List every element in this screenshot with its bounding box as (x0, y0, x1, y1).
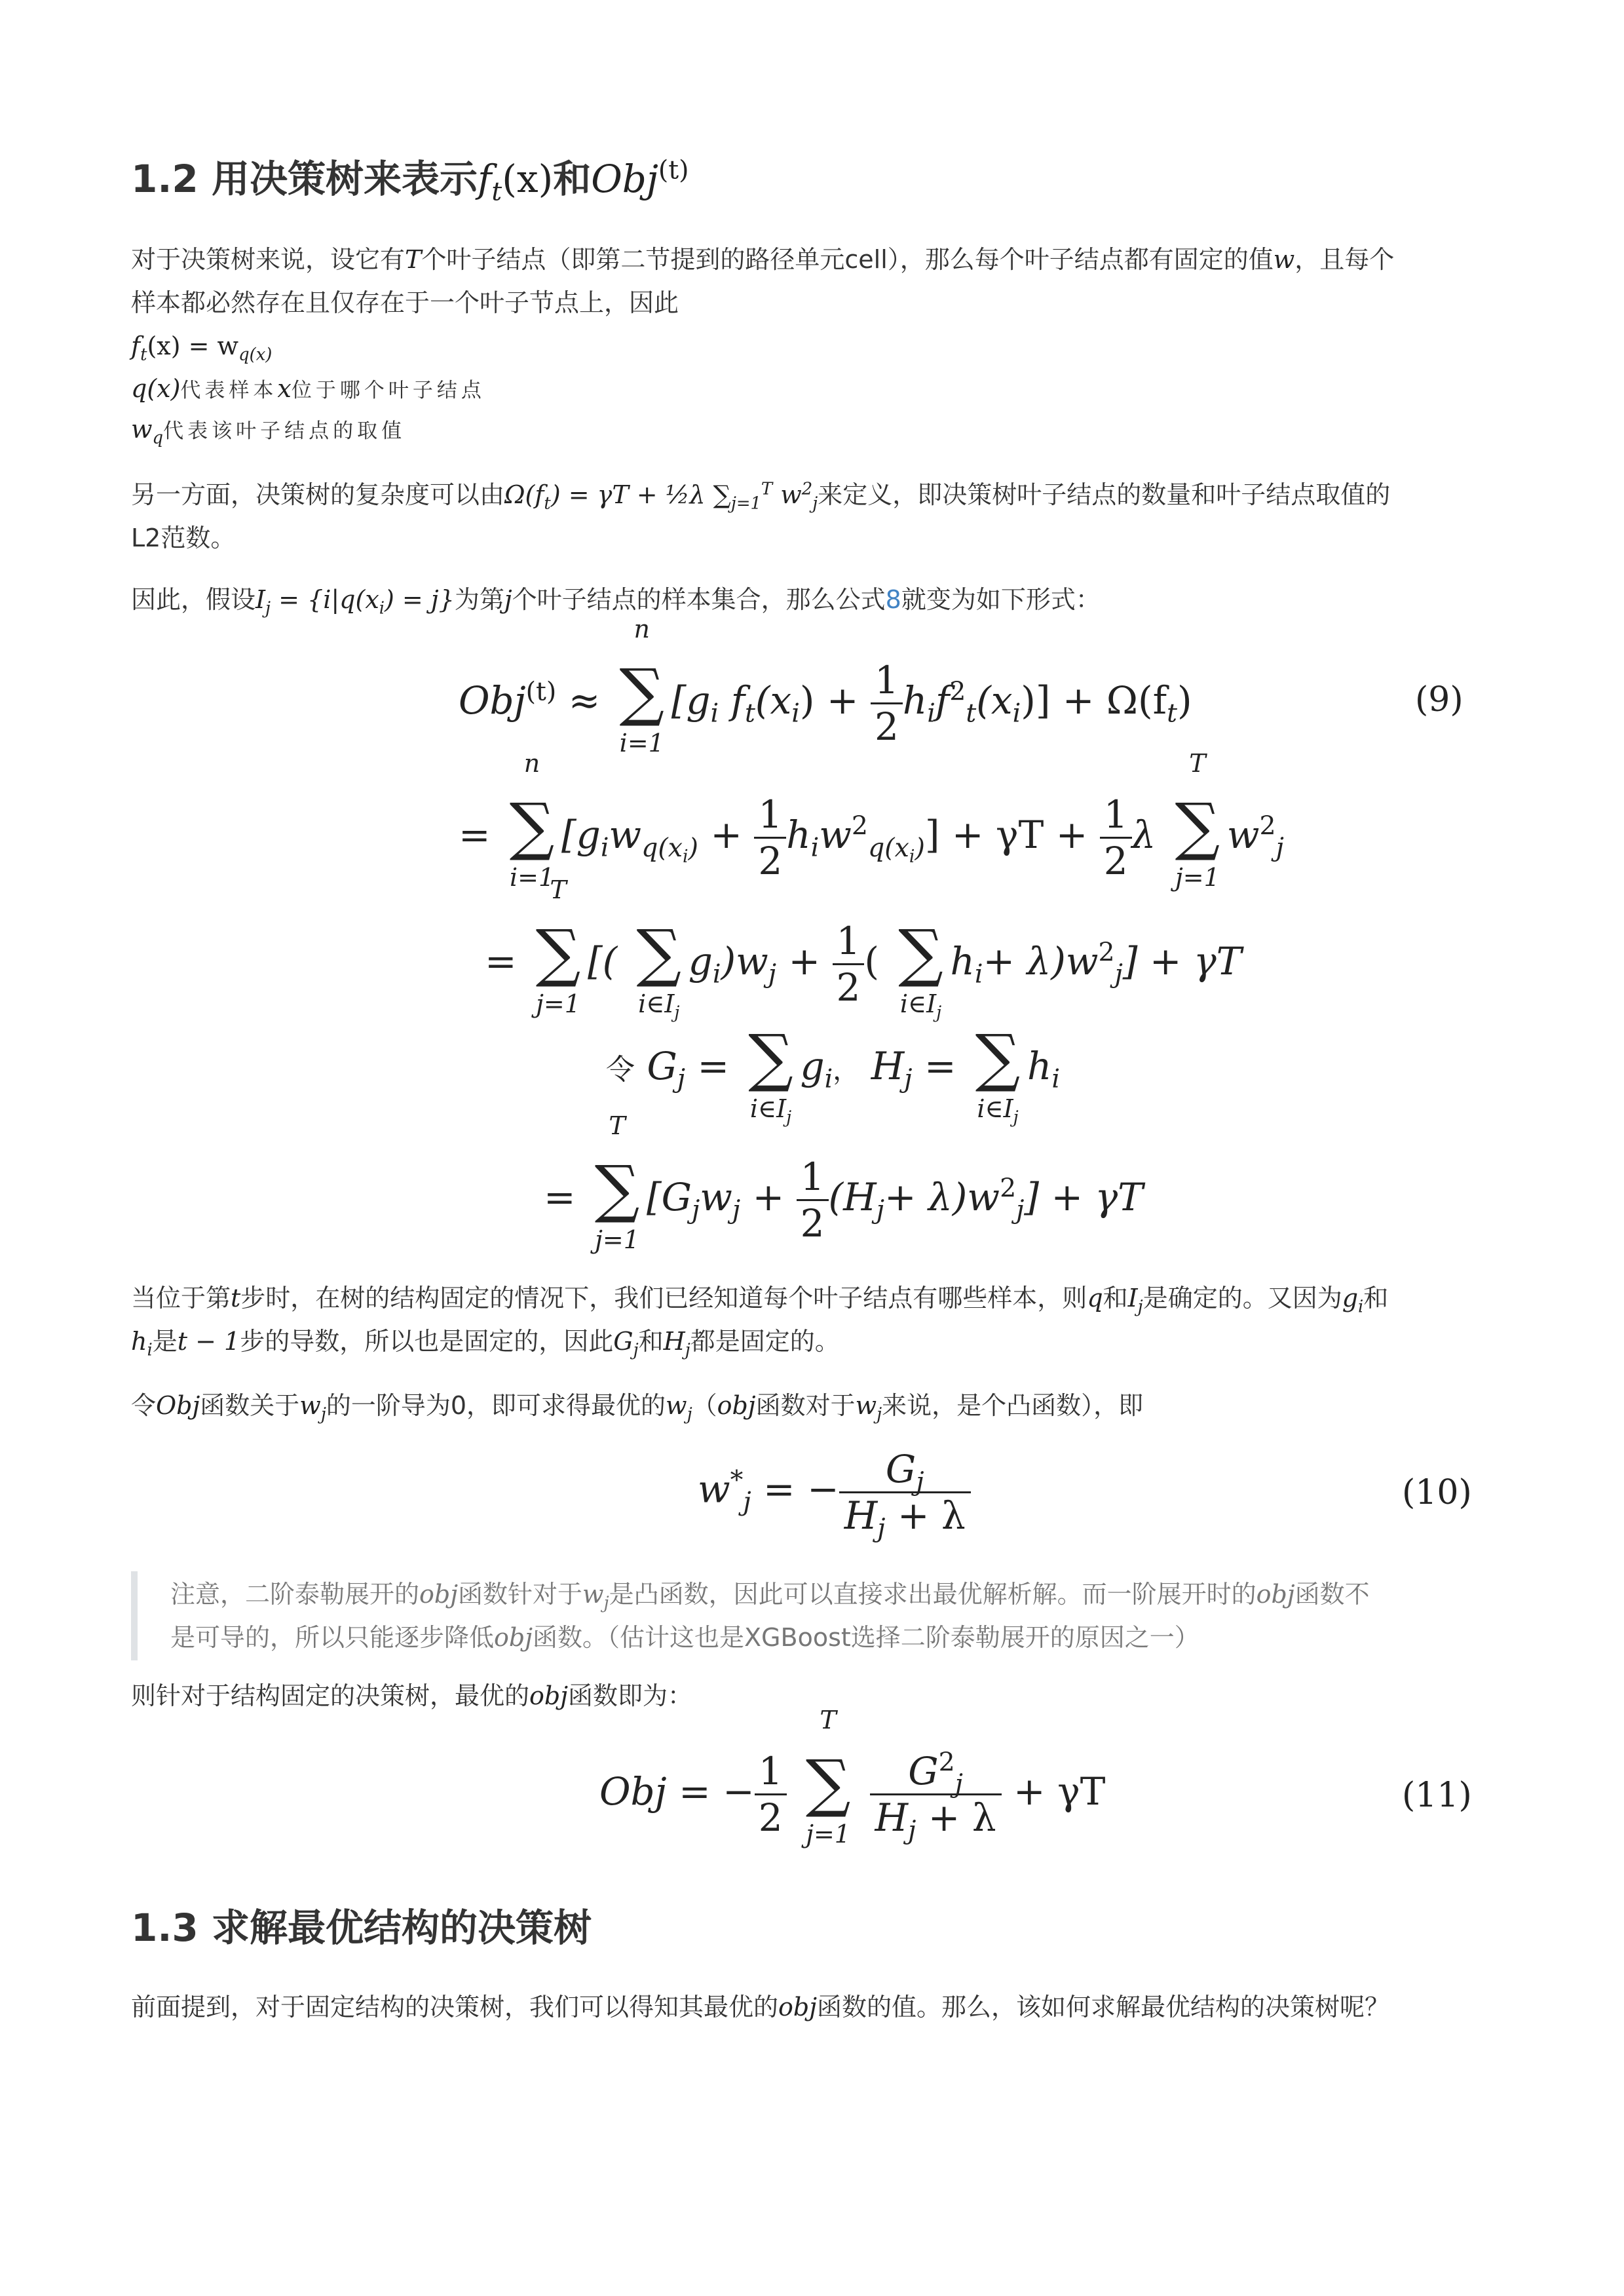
definition-wq: $w_q$代表该叶子结点的取值 (131, 415, 406, 448)
note-text: 注意，二阶泰勒展开的obj函数针对于$w_j$是凸函数，因此可以直接求出最优解析解。而一阶展开时的obj函数不 是可导的，所以只能逐步降低obj函数。（估计这也是XGBoost选择二阶泰勒展开的原因之一） (170, 1580, 1370, 1652)
formula-8-link[interactable]: 8 (885, 585, 901, 614)
equation-11: Obj = − $\frac{1}{2}$ ∑ T j=1 $\frac{G^2_j}{H_j + \lambda}$ + γT (599, 1706, 1106, 1848)
equation-9-line-2: = ∑ n i=1 [$g_iw_{q(x_i)}$ + $\frac{1}{2}$ $h_iw^2_{q(x_i)}] + \gamma T$ + $\frac{1}{2}$ λ ∑ T j=1 $w^2_j$ (459, 749, 1284, 892)
note-blockquote (131, 1571, 1487, 1660)
section-1-3-title: 1.3 求解最优结构的决策树 (131, 1905, 592, 1950)
paragraph-fixed-structure: 当位于第t步时，在树的结构固定的情况下，我们已经知道每个叶子结点有哪些样本，则q和$I_j$是确定的。又因为$g_i$和 $h_i$是t − 1步的导数，所以也是固定的，因此$G_j$和$H_j$都是固定的。 (131, 1284, 1389, 1360)
definition-qx: q(x)代表样本x位于哪个叶子结点 (131, 374, 485, 403)
paragraph-sample-set: 因此，假设$I_j = \{i|q(x_i) = j\}$为第j个叶子结点的样本集合，那么公式8就变为如下形式： (131, 585, 1101, 619)
paragraph-derivative: 令Obj函数关于$w_j$的一阶导为0，即可求得最优的$w_j(obj$函数对于$w_j$来说，是个凸函数），即 (131, 1391, 1144, 1425)
section-1-2-title: 1.2 用决策树来表示$f_t(x)$和Obj$^{(t)}$ (131, 155, 689, 207)
definition-ft: $f_t(x) = w_{q(x)}$ (131, 332, 273, 365)
equation-10: $w^*_j$ = − $\frac{G_j}{H_j + \lambda}$ (698, 1447, 971, 1538)
equation-9-tag: (9) (1415, 680, 1463, 719)
paragraph-leaf-definition: 对于决策树来说，设它有T个叶子结点（即第二节提到的路径单元cell），那么每个叶子结点都有固定的值w，且每个 样本都必然存在且仅存在于一个叶子节点上，因此 (131, 245, 1395, 317)
paragraph-next-question: 前面提到，对于固定结构的决策树，我们可以得知其最优的obj函数的值。那么，该如何求解最优结构的决策树呢？ (131, 1993, 1390, 2021)
paragraph-optimal-obj: 则针对于结构固定的决策树，最优的obj函数即为： (131, 1681, 693, 1710)
paragraph-complexity: 另一方面，决策树的复杂度可以由$\Omega(f_t) = \gamma T$ + ½λ $\sum_{j=1}^T$ $w^2_j$来定义，即决策树叶子结点的数量和叶子结点取值的 L2范数。 (131, 479, 1391, 552)
equation-9-line-5: = ∑ T j=1 [$G_jw_j$ + $\frac{1}{2}$ $(H_j+ \lambda)w^2_j] + \gamma T$ (544, 1111, 1143, 1254)
equation-9-line-3: = ∑ T j=1 [( ∑ $i\in I_j$ $g_i)w_j$ + $\frac{1}{2}$ ( ∑ $i\in I_j$ $h_i+ \lambda)w^2_j] + \gamma T$ (485, 875, 1242, 1023)
equation-10-tag: (10) (1402, 1473, 1472, 1512)
equation-9-line-4: 令 $G_j$ = ∑ $i\in I_j$ $g_i$， $H_j$ = ∑ $i\in I_j$ $h_i$ (606, 1021, 1060, 1128)
equation-9-line-1: Obj$^{(t)}$ ≈ ∑ n i=1 [$g_i$ $f_t(x_i)$ + $\frac{1}{2}$ $h_if^2_t(x_i)] + \Omega(f_t)$ (459, 615, 1192, 757)
equation-11-tag: (11) (1402, 1776, 1472, 1815)
